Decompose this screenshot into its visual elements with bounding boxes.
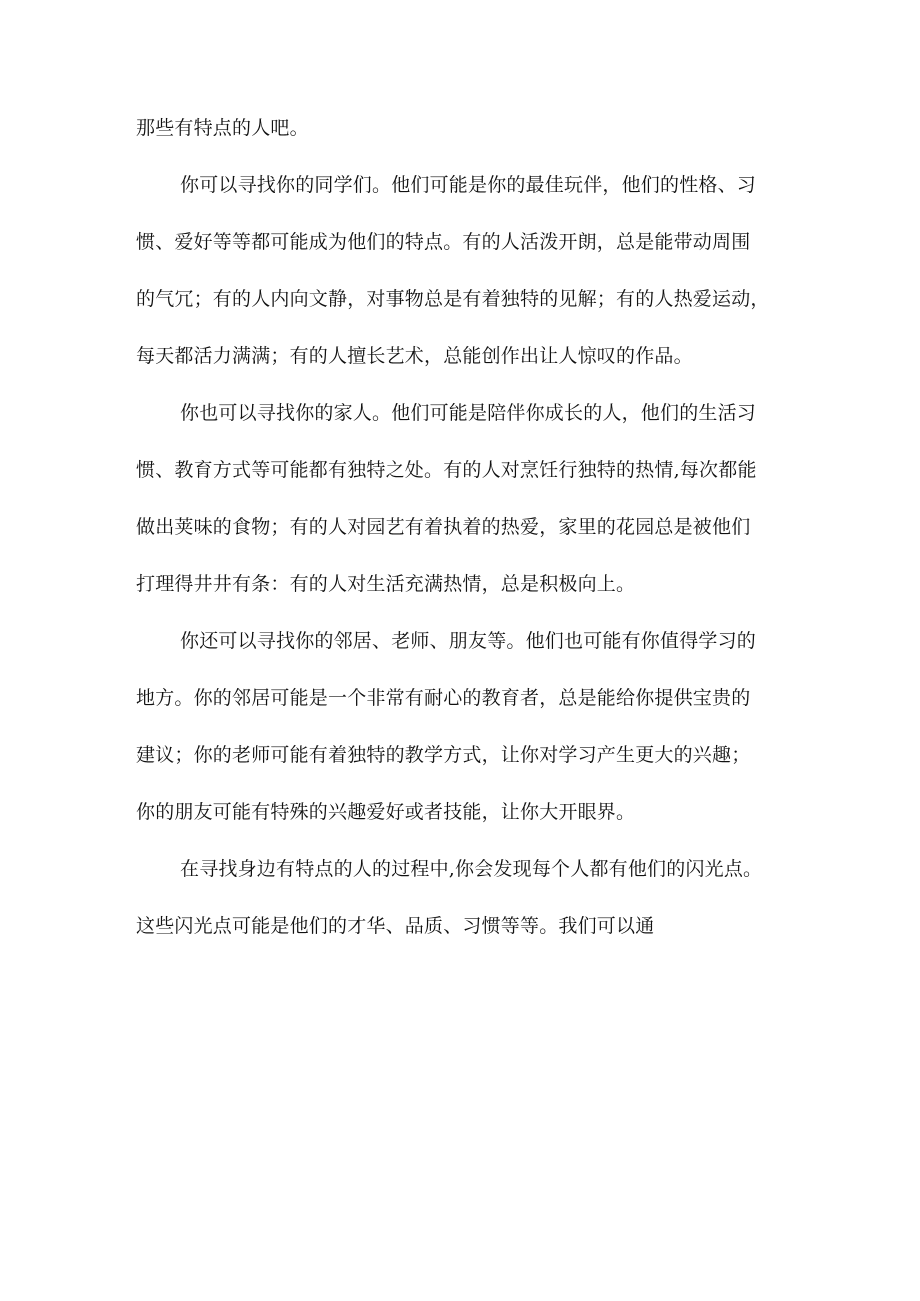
text-line: 的气冗；有的人内向文静，对事物总是有着独特的见解；有的人热爱运动， (136, 288, 770, 310)
text-line: 这些闪光点可能是他们的才华、品质、习惯等等。我们可以通 (136, 915, 655, 937)
body-text (136, 108, 796, 963)
text-line: 打理得井井有条：有的人对生活充满热情，总是积极向上。 (136, 573, 636, 595)
text-line: 惯、教育方式等可能都有独特之处。有的人对烹饪行独特的热情,每次都能 (136, 459, 757, 481)
text-line: 你的朋友可能有特殊的兴趣爱好或者技能，让你大开眼界。 (136, 801, 636, 823)
paragraph-start-line: 你还可以寻找你的邻居、老师、朋友等。他们也可能有你值得学习的 (180, 630, 757, 652)
text-line: 那些有特点的人吧。 (136, 117, 309, 139)
paragraph-start-line: 你也可以寻找你的家人。他们可能是陪伴你成长的人，他们的生活习 (180, 402, 757, 424)
paragraph-start-line: 在寻找身边有特点的人的过程中,你会发现每个人都有他们的闪光点。 (180, 858, 763, 880)
text-line: 地方。你的邻居可能是一个非常有耐心的教育者，总是能给你提供宝贵的 (136, 687, 751, 709)
paragraph-start-line: 你可以寻找你的同学们。他们可能是你的最佳玩伴，他们的性格、习 (180, 174, 757, 196)
text-line: 做出荚味的食物；有的人对园艺有着执着的热爱，家里的花园总是被他们 (136, 516, 751, 538)
text-line: 惯、爱好等等都可能成为他们的特点。有的人活泼开朗，总是能带动周围 (136, 231, 751, 253)
text-line: 每天都活力满满；有的人擅长艺术，总能创作出让人惊叹的作品。 (136, 345, 693, 367)
text-line: 建议；你的老师可能有着独特的教学方式，让你对学习产生更大的兴趣； (136, 744, 751, 766)
